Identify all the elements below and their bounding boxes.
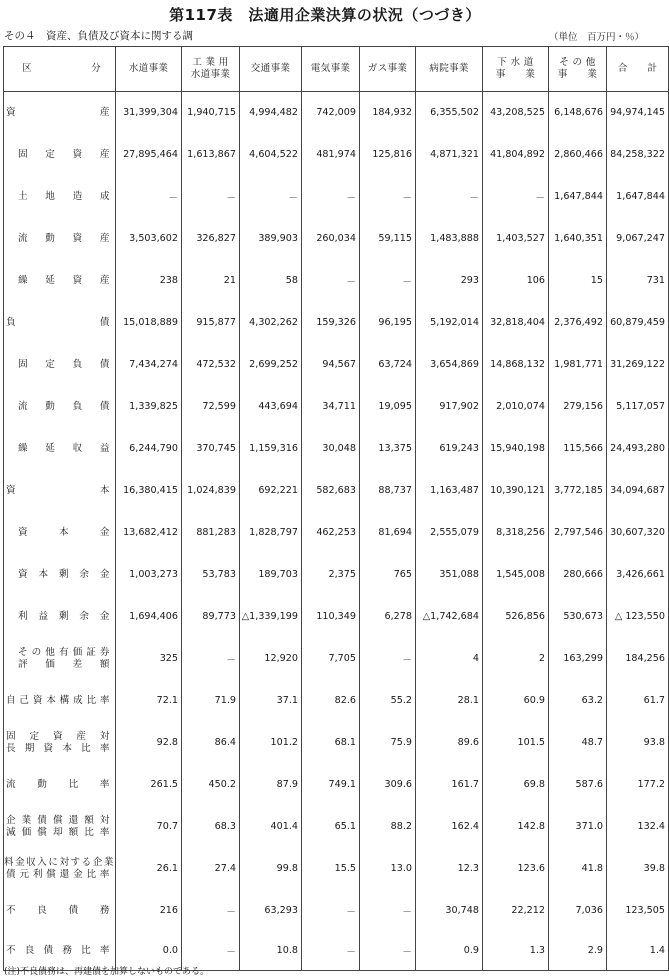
table-cell: 587.6	[549, 764, 607, 806]
table-cell: 1,694,406	[116, 596, 182, 638]
row-label-line: 固定資産	[18, 148, 110, 160]
table-cell: 27,895,464	[116, 134, 182, 176]
row-label-line: 資 本 金	[18, 526, 110, 538]
table-cell: 15.5	[302, 848, 360, 890]
table-cell: 2,376,492	[549, 302, 607, 344]
table-cell: 70.7	[116, 806, 182, 848]
table-cell: 326,827	[182, 218, 240, 260]
row-label-line: 不良債務	[6, 904, 110, 916]
column-header	[240, 47, 302, 92]
table-row	[4, 764, 669, 806]
row-label-line: 繰延資産	[18, 274, 110, 286]
table-cell: 72.1	[116, 680, 182, 722]
table-cell: 5,192,014	[416, 302, 483, 344]
table-cell: －	[360, 260, 416, 302]
row-label-line: 長期資本比率	[6, 742, 110, 754]
column-header-line: 病院事業	[429, 63, 469, 74]
row-label	[4, 890, 116, 932]
table-cell: －	[182, 890, 240, 932]
column-header-line: 事 業	[557, 69, 598, 80]
row-label	[4, 512, 116, 554]
table-cell: 123,505	[607, 890, 669, 932]
table-cell: －	[416, 176, 483, 218]
table-cell: 93.8	[607, 722, 669, 764]
column-header-line: そ の 他	[559, 57, 596, 68]
table-cell: 71.9	[182, 680, 240, 722]
row-label-line: 流動負債	[18, 400, 110, 412]
table-cell: 692,221	[240, 470, 302, 512]
table-cell: 351,088	[416, 554, 483, 596]
table-row	[4, 554, 669, 596]
table-cell: 63.2	[549, 680, 607, 722]
table-cell: 401.4	[240, 806, 302, 848]
table-cell: 526,856	[483, 596, 549, 638]
table-cell: 63,724	[360, 344, 416, 386]
table-cell: 96,195	[360, 302, 416, 344]
table-cell: 917,902	[416, 386, 483, 428]
table-row	[4, 302, 669, 344]
column-header	[607, 47, 669, 92]
table-cell: －	[360, 932, 416, 971]
table-cell: 4	[416, 638, 483, 680]
table-cell: 30,048	[302, 428, 360, 470]
table-row	[4, 428, 669, 470]
row-label	[4, 596, 116, 638]
table-cell: 9,067,247	[607, 218, 669, 260]
table-cell: 92.8	[116, 722, 182, 764]
table-cell: 34,094,687	[607, 470, 669, 512]
table-cell: 99.8	[240, 848, 302, 890]
table-cell: 2.9	[549, 932, 607, 971]
row-label	[4, 848, 116, 890]
table-cell: 530,673	[549, 596, 607, 638]
table-cell: 1.4	[607, 932, 669, 971]
table-cell: 1,613,867	[182, 134, 240, 176]
table-row	[4, 512, 669, 554]
table-cell: 72,599	[182, 386, 240, 428]
table-cell: 1,640,351	[549, 218, 607, 260]
table-cell: 462,253	[302, 512, 360, 554]
table-row	[4, 638, 669, 680]
table-cell: 59,115	[360, 218, 416, 260]
table-cell: 15	[549, 260, 607, 302]
table-cell: －	[302, 176, 360, 218]
table-cell: 0.9	[416, 932, 483, 971]
table-cell: 27.4	[182, 848, 240, 890]
table-cell: 28.1	[416, 680, 483, 722]
row-label-line: 繰延収益	[18, 442, 110, 454]
table-cell: 65.1	[302, 806, 360, 848]
table-cell: －	[360, 176, 416, 218]
table-cell: 19,095	[360, 386, 416, 428]
row-label	[4, 302, 116, 344]
table-cell: －	[360, 890, 416, 932]
table-cell: 37.1	[240, 680, 302, 722]
column-header	[116, 47, 182, 92]
table-cell: 84,258,322	[607, 134, 669, 176]
table-cell: 48.7	[549, 722, 607, 764]
row-label	[4, 470, 116, 512]
table-cell: 12,920	[240, 638, 302, 680]
table-cell: 63,293	[240, 890, 302, 932]
row-label-line: 負 債	[6, 316, 110, 328]
page-title: 第117表 法適用企業決算の状況（つづき）	[169, 6, 481, 24]
row-label	[4, 428, 116, 470]
table-cell: 1,024,839	[182, 470, 240, 512]
row-label-line: 不良債務比率	[6, 944, 110, 956]
table-cell: 177.2	[607, 764, 669, 806]
table-cell: －	[240, 176, 302, 218]
table-row	[4, 680, 669, 722]
table-cell: 43,208,525	[483, 92, 549, 134]
table-cell: －	[302, 260, 360, 302]
row-label	[4, 92, 116, 134]
table-cell: △1,339,199	[240, 596, 302, 638]
table-cell: 69.8	[483, 764, 549, 806]
table-cell: 14,868,132	[483, 344, 549, 386]
table-row	[4, 722, 669, 764]
table-cell: 163,299	[549, 638, 607, 680]
table-cell: 39.8	[607, 848, 669, 890]
table-cell: 4,604,522	[240, 134, 302, 176]
table-cell: 1,003,273	[116, 554, 182, 596]
column-header-line: 下 水 道	[497, 57, 534, 68]
table-cell: 1,647,844	[607, 176, 669, 218]
table-cell: －	[182, 176, 240, 218]
table-cell: 184,932	[360, 92, 416, 134]
column-header-line: 工 業 用	[192, 57, 229, 68]
table-cell: 53,783	[182, 554, 240, 596]
table-cell: 3,654,869	[416, 344, 483, 386]
table-cell: 58	[240, 260, 302, 302]
row-label	[4, 218, 116, 260]
table-cell: 472,532	[182, 344, 240, 386]
table-cell: 34,711	[302, 386, 360, 428]
table-cell: 1,940,715	[182, 92, 240, 134]
table-row	[4, 260, 669, 302]
table-cell: 24,493,280	[607, 428, 669, 470]
column-header	[360, 47, 416, 92]
row-label-line: 資 本	[6, 484, 110, 496]
row-label-line: 固定資産対	[6, 730, 110, 742]
table-cell: 22,212	[483, 890, 549, 932]
table-cell: 1,483,888	[416, 218, 483, 260]
row-label	[4, 722, 116, 764]
table-cell: 4,994,482	[240, 92, 302, 134]
column-header	[302, 47, 360, 92]
table-cell: 619,243	[416, 428, 483, 470]
table-cell: 60,879,459	[607, 302, 669, 344]
column-header-line: ガス事業	[367, 63, 408, 74]
row-label-line: 流動比率	[6, 778, 110, 790]
table-cell: 61.7	[607, 680, 669, 722]
table-row	[4, 890, 669, 932]
table-cell: 32,818,404	[483, 302, 549, 344]
table-cell: 89,773	[182, 596, 240, 638]
table-cell: 30,748	[416, 890, 483, 932]
table-cell: 1.3	[483, 932, 549, 971]
column-header-line: 交通事業	[250, 63, 291, 74]
table-row	[4, 386, 669, 428]
table-cell: 159,326	[302, 302, 360, 344]
table-cell: 13,375	[360, 428, 416, 470]
table-cell: 1,981,771	[549, 344, 607, 386]
table-cell: 30,607,320	[607, 512, 669, 554]
table-row	[4, 806, 669, 848]
table-cell: 7,434,274	[116, 344, 182, 386]
table-cell: －	[483, 176, 549, 218]
table-cell: 88.2	[360, 806, 416, 848]
table-cell: 10,390,121	[483, 470, 549, 512]
row-label-line: 資 産	[6, 106, 110, 118]
table-cell: 1,647,844	[549, 176, 607, 218]
table-cell: 1,545,008	[483, 554, 549, 596]
table-cell: 132.4	[607, 806, 669, 848]
table-cell: 325	[116, 638, 182, 680]
table-cell: 88,737	[360, 470, 416, 512]
table-cell: 371.0	[549, 806, 607, 848]
financial-table	[3, 46, 669, 971]
table-cell: 1,403,527	[483, 218, 549, 260]
table-cell: 1,339,825	[116, 386, 182, 428]
table-cell: 293	[416, 260, 483, 302]
table-header-row	[4, 47, 669, 92]
row-label	[4, 764, 116, 806]
table-cell: 765	[360, 554, 416, 596]
table-cell: 389,903	[240, 218, 302, 260]
row-label	[4, 638, 116, 680]
table-row	[4, 218, 669, 260]
table-cell: 125,816	[360, 134, 416, 176]
table-cell: 10.8	[240, 932, 302, 971]
header-category-char-a: 区	[22, 63, 32, 74]
table-cell: 6,244,790	[116, 428, 182, 470]
table-cell: 142.8	[483, 806, 549, 848]
column-header	[483, 47, 549, 92]
table-cell: 86.4	[182, 722, 240, 764]
table-cell: 189,703	[240, 554, 302, 596]
table-cell: 1,828,797	[240, 512, 302, 554]
row-label	[4, 134, 116, 176]
table-cell: 481,974	[302, 134, 360, 176]
table-cell: 6,148,676	[549, 92, 607, 134]
table-cell: 3,772,185	[549, 470, 607, 512]
table-cell: 16,380,415	[116, 470, 182, 512]
table-cell: －	[360, 638, 416, 680]
row-label-line: 減価償却額比率	[6, 826, 110, 838]
table-cell: 1,159,316	[240, 428, 302, 470]
table-cell: 15,940,198	[483, 428, 549, 470]
row-label-line: その他有価証券	[18, 646, 110, 658]
table-cell: 731	[607, 260, 669, 302]
column-header-line: 電気事業	[310, 63, 351, 74]
table-cell: －	[116, 176, 182, 218]
table-row	[4, 92, 669, 134]
table-cell: 15,018,889	[116, 302, 182, 344]
table-row	[4, 596, 669, 638]
table-cell: 31,269,122	[607, 344, 669, 386]
table-cell: 6,355,502	[416, 92, 483, 134]
header-category	[4, 47, 116, 92]
table-cell: 2,699,252	[240, 344, 302, 386]
table-cell: 3,426,661	[607, 554, 669, 596]
table-cell: 2	[483, 638, 549, 680]
table-cell: 110,349	[302, 596, 360, 638]
row-label	[4, 680, 116, 722]
table-cell: 89.6	[416, 722, 483, 764]
table-cell: 101.5	[483, 722, 549, 764]
table-row	[4, 134, 669, 176]
table-cell: 26.1	[116, 848, 182, 890]
table-cell: 2,375	[302, 554, 360, 596]
column-header-line: 事 業	[495, 69, 536, 80]
column-header	[549, 47, 607, 92]
table-cell: 184,256	[607, 638, 669, 680]
table-cell: 915,877	[182, 302, 240, 344]
table-cell: 41.8	[549, 848, 607, 890]
section-subtitle: その４ 資産、負債及び資本に関する調	[4, 30, 193, 42]
table-cell: 6,278	[360, 596, 416, 638]
header-category-char-b: 分	[91, 63, 101, 74]
table-cell: 582,683	[302, 470, 360, 512]
row-label	[4, 176, 116, 218]
table-cell: 4,871,321	[416, 134, 483, 176]
table-cell: 21	[182, 260, 240, 302]
table-cell: 115,566	[549, 428, 607, 470]
table-row	[4, 470, 669, 512]
column-header-line: 水道事業	[128, 63, 169, 74]
table-cell: 60.9	[483, 680, 549, 722]
row-label-line: 資本剰余金	[18, 568, 110, 580]
table-cell: 309.6	[360, 764, 416, 806]
table-cell: 94,974,145	[607, 92, 669, 134]
row-label-line: 固定負債	[18, 358, 110, 370]
table-cell: 238	[116, 260, 182, 302]
table-cell: 881,283	[182, 512, 240, 554]
row-label-line: 土地造成	[18, 190, 110, 202]
table-cell: 8,318,256	[483, 512, 549, 554]
table-row	[4, 176, 669, 218]
table-cell: 450.2	[182, 764, 240, 806]
table-cell: 261.5	[116, 764, 182, 806]
column-header	[416, 47, 483, 92]
table-cell: 4,302,262	[240, 302, 302, 344]
table-cell: 12.3	[416, 848, 483, 890]
table-cell: －	[182, 638, 240, 680]
table-cell: 13,682,412	[116, 512, 182, 554]
table-cell: 13.0	[360, 848, 416, 890]
table-cell: 68.1	[302, 722, 360, 764]
table-cell: 2,860,466	[549, 134, 607, 176]
table-cell: 101.2	[240, 722, 302, 764]
table-cell: 31,399,304	[116, 92, 182, 134]
row-label-line: 債元利償還金比率	[6, 868, 110, 880]
column-header	[182, 47, 240, 92]
table-body	[4, 92, 669, 971]
table-cell: △ 123,550	[607, 596, 669, 638]
row-label-line: 料金収入に対する企業	[4, 856, 115, 868]
table-row	[4, 848, 669, 890]
table-cell: 0.0	[116, 932, 182, 971]
table-cell: 742,009	[302, 92, 360, 134]
column-header-line: 水道事業	[190, 69, 231, 80]
table-cell: 5,117,057	[607, 386, 669, 428]
row-label	[4, 344, 116, 386]
table-cell: 280,666	[549, 554, 607, 596]
row-label	[4, 554, 116, 596]
table-cell: 260,034	[302, 218, 360, 260]
row-label-line: 流動資産	[18, 232, 110, 244]
table-cell: 2,555,079	[416, 512, 483, 554]
table-row	[4, 344, 669, 386]
table-cell: 7,036	[549, 890, 607, 932]
table-cell: 41,804,892	[483, 134, 549, 176]
table-cell: 161.7	[416, 764, 483, 806]
table-cell: －	[182, 932, 240, 971]
table-cell: △1,742,684	[416, 596, 483, 638]
row-label	[4, 386, 116, 428]
table-cell: 7,705	[302, 638, 360, 680]
table-cell: －	[302, 890, 360, 932]
table-cell: 443,694	[240, 386, 302, 428]
table-cell: 81,694	[360, 512, 416, 554]
table-cell: 370,745	[182, 428, 240, 470]
table-cell: 1,163,487	[416, 470, 483, 512]
column-header-line: 合 計	[617, 63, 658, 74]
row-label-line: 自己資本構成比率	[6, 694, 110, 706]
row-label	[4, 260, 116, 302]
table-cell: 68.3	[182, 806, 240, 848]
table-cell: 82.6	[302, 680, 360, 722]
table-cell: 55.2	[360, 680, 416, 722]
table-cell: 106	[483, 260, 549, 302]
table-cell: 749.1	[302, 764, 360, 806]
row-label-line: 企業債償還額対	[6, 814, 110, 826]
table-cell: 2,797,546	[549, 512, 607, 554]
table-cell: 2,010,074	[483, 386, 549, 428]
row-label-line: 利益剰余金	[18, 610, 110, 622]
table-cell: －	[302, 932, 360, 971]
table-cell: 216	[116, 890, 182, 932]
table-cell: 87.9	[240, 764, 302, 806]
table-cell: 94,567	[302, 344, 360, 386]
unit-note: （単位 百万円・％）	[548, 32, 644, 43]
table-cell: 3,503,602	[116, 218, 182, 260]
row-label-line: 評価差額	[18, 658, 110, 670]
table-cell: 75.9	[360, 722, 416, 764]
table-cell: 279,156	[549, 386, 607, 428]
table-cell: 123.6	[483, 848, 549, 890]
footnote: (注)不良債務は、再建債を加算しないものである。	[4, 967, 210, 977]
table-cell: 162.4	[416, 806, 483, 848]
row-label	[4, 806, 116, 848]
